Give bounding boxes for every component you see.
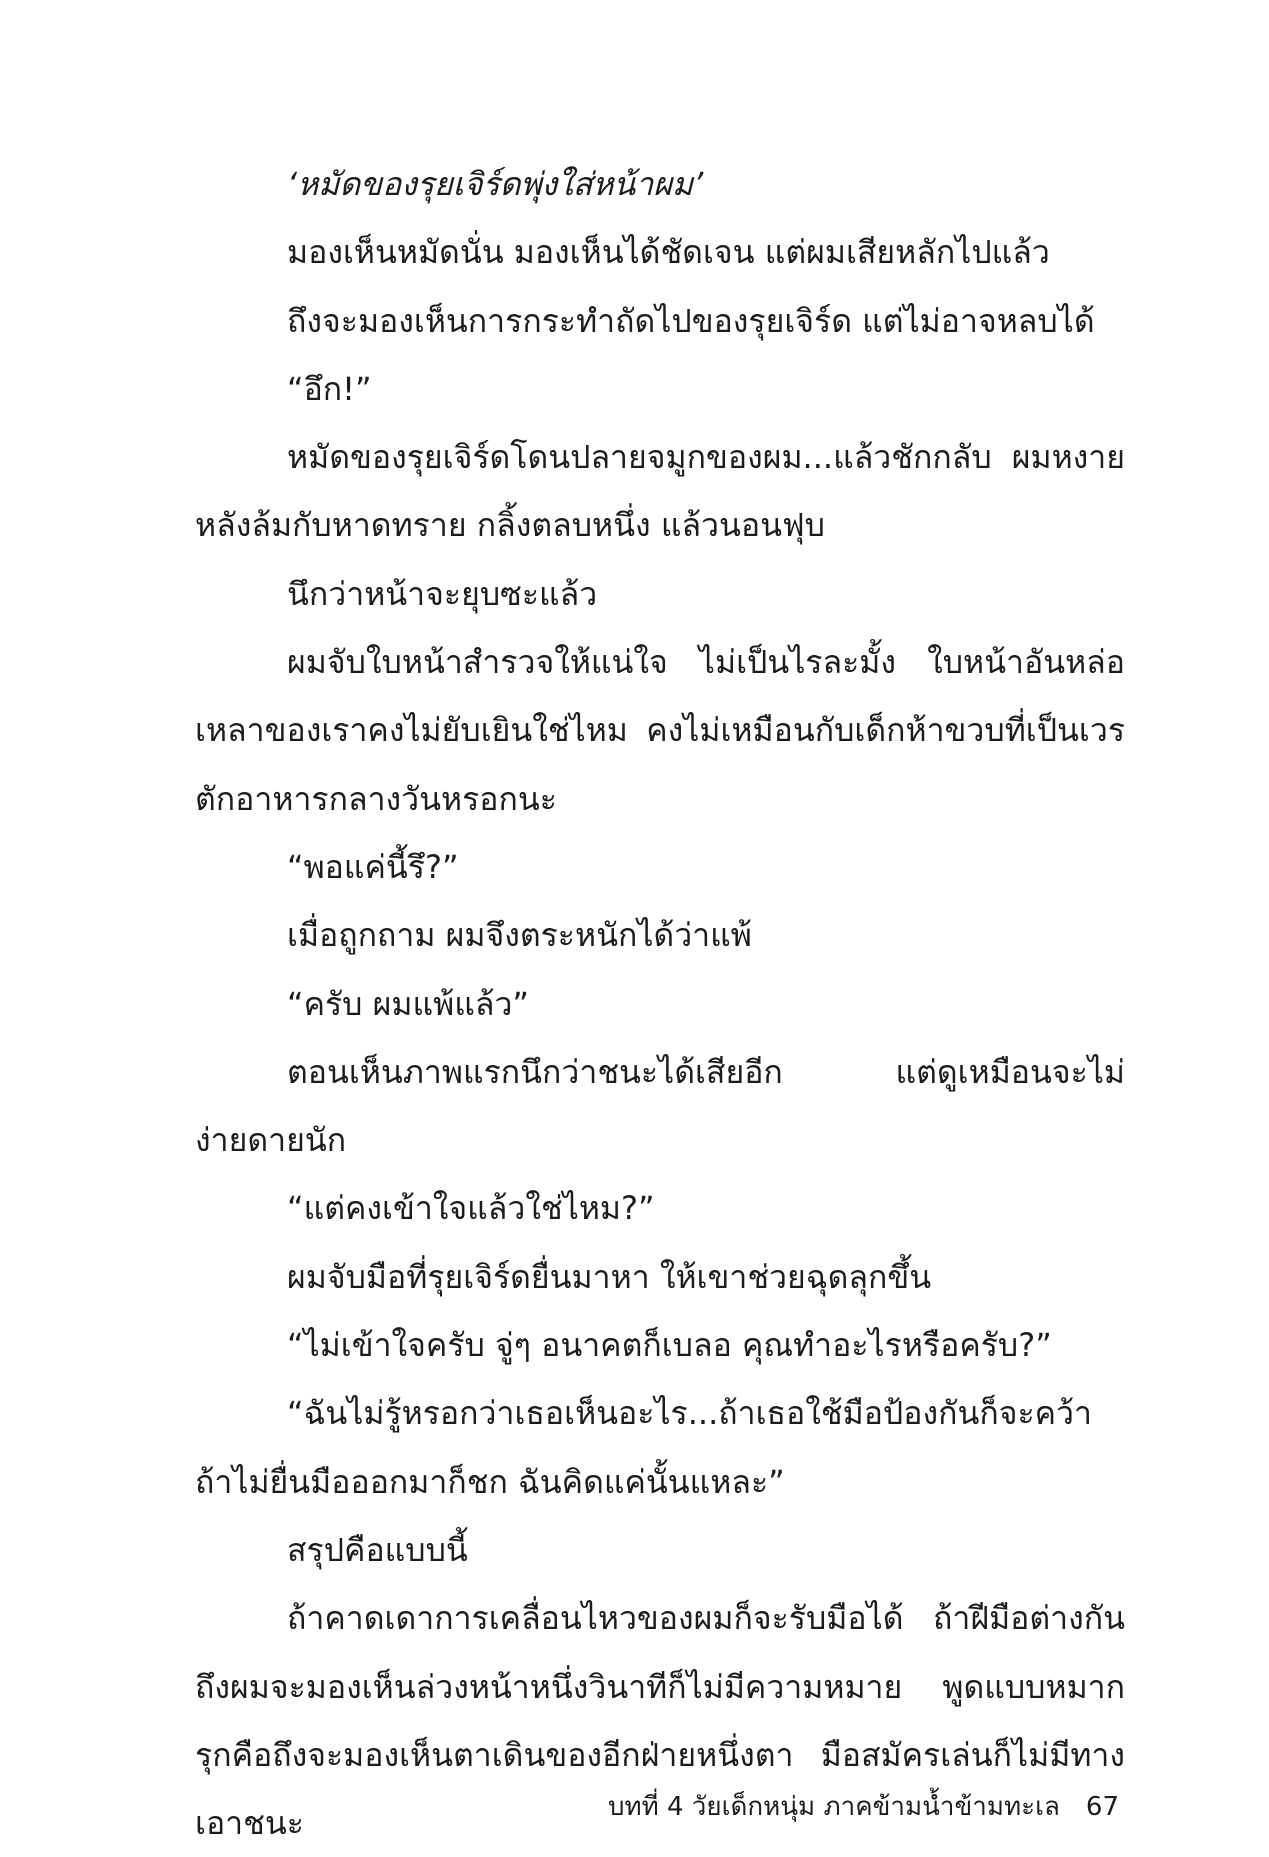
paragraph: “พอแค่นี้รึ?” <box>287 847 459 886</box>
paragraph: “ไม่เข้าใจครับ จู่ๆ อนาคตก็เบลอ คุณทำอะไรหรือครับ?” <box>287 1326 1052 1365</box>
paragraph: “ฉันไม่รู้หรอกว่าเธอเห็นอะไร...ถ้าเธอใช้มือป้องกันก็จะคว้า ถ้าไม่ยื่นมือออกมาก็ชก ฉันคิดแค่นั้นแหละ” <box>195 1394 1092 1501</box>
paragraph: “แต่คงเข้าใจแล้วใช่ไหม?” <box>287 1189 655 1228</box>
paragraph: “ครับ ผมแพ้แล้ว” <box>287 984 529 1023</box>
paragraph: ถึงจะมองเห็นการกระทำถัดไปของรุยเจิร์ด แต่ไม่อาจหลบได้ <box>287 301 1095 340</box>
paragraph: “อึก!” <box>287 369 372 408</box>
page-number: 67 <box>1085 1792 1119 1822</box>
chapter-title: บทที่ 4 วัยเด็กหนุ่ม ภาคข้ามน้ำข้ามทะเล <box>607 1792 1060 1822</box>
paragraph: ถ้าคาดเดาการเคลื่อนไหวของผมก็จะรับมือได้ ถ้าฝีมือต่างกัน ถึงผมจะมองเห็นล่วงหน้าหนึ่งวินาทีก็ไม่มีความหมาย พูดแบบหมากรุกคือถึงจะมองเห็นตาเดินของอีกฝ่ายหนึ่งตา มือสมัครเล่นก็ไม่มีทางเอาชนะ <box>195 1599 1125 1843</box>
paragraph: ผมจับมือที่รุยเจิร์ดยื่นมาหา ให้เขาช่วยฉุดลุกขึ้น <box>287 1257 932 1296</box>
paragraph: เมื่อถูกถาม ผมจึงตระหนักได้ว่าแพ้ <box>287 916 752 955</box>
paragraph: ผมจับใบหน้าสำรวจให้แน่ใจ ไม่เป็นไรละมั้ง ใบหน้าอันหล่อเหลาของเราคงไม่ยับเยินใช่ไหม คงไม่เหมือนกับเด็กห้าขวบที่เป็นเวรตักอาหารกลางวันหรอกนะ <box>195 643 1125 818</box>
paragraph: นึกว่าหน้าจะยุบซะแล้ว <box>287 574 598 613</box>
paragraph: ‘หมัดของรุยเจิร์ดพุ่งใส่หน้าผม’ <box>287 165 704 203</box>
paragraph: ตอนเห็นภาพแรกนึกว่าชนะได้เสียอีก แต่ดูเหมือนจะไม่ง่ายดายนัก <box>195 1052 1125 1160</box>
paragraph: มองเห็นหมัดนั่น มองเห็นได้ชัดเจน แต่ผมเสียหลักไปแล้ว <box>287 233 1050 272</box>
paragraph: สรุปคือแบบนี้ <box>287 1530 468 1569</box>
paragraph: หมัดของรุยเจิร์ดโดนปลายจมูกของผม...แล้วชักกลับ ผมหงายหลังล้มกับหาดทราย กลิ้งตลบหนึ่ง แล้วนอนฟุบ <box>195 438 1125 545</box>
page-footer <box>608 1790 1119 1824</box>
page-body <box>195 150 1125 1857</box>
